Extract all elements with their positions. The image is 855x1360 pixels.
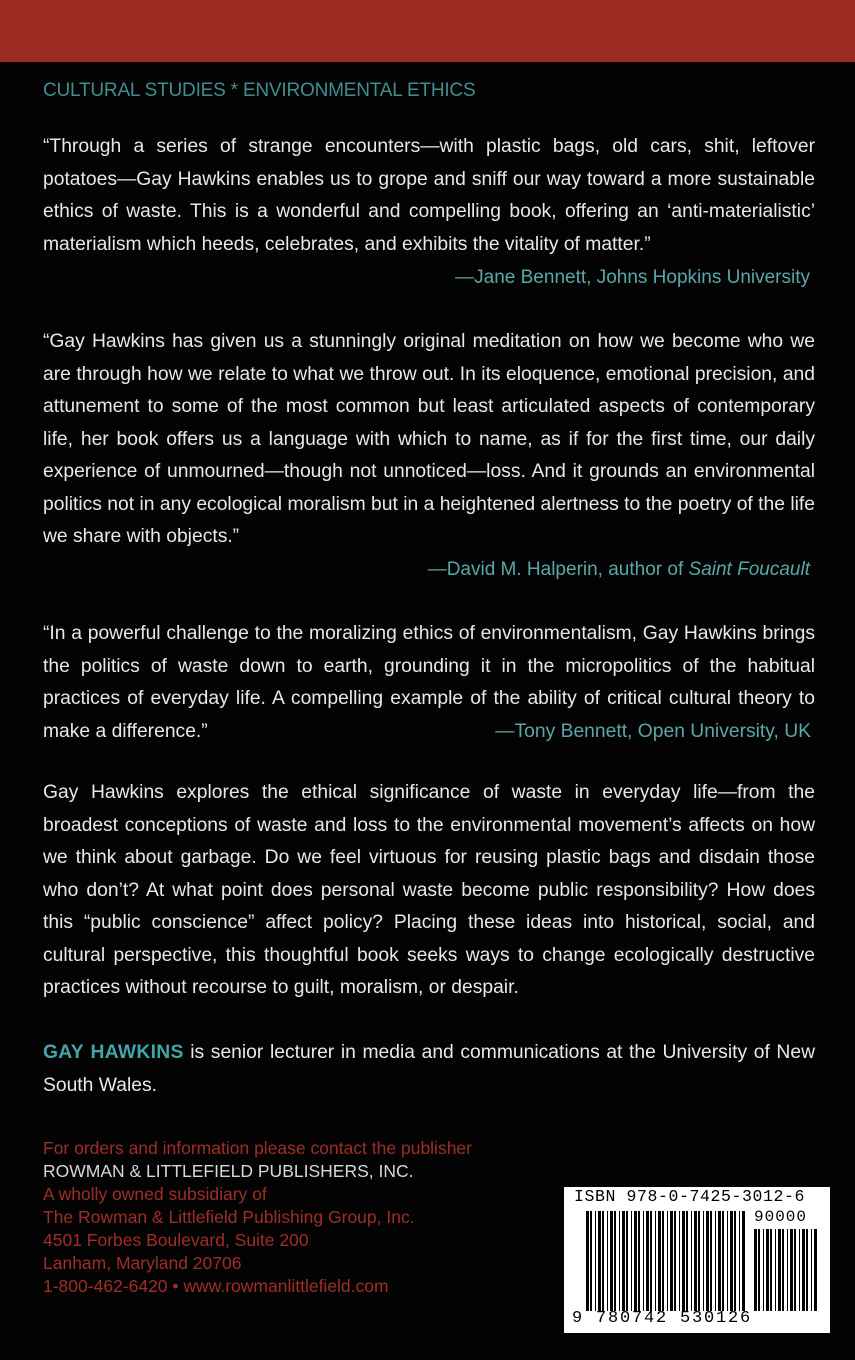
barcode-bar [775, 1229, 776, 1311]
blurb-quote [43, 618, 815, 748]
barcode-bar [794, 1229, 796, 1311]
quote-text: “In a powerful challenge to the moralizing ethics of environmentalism, Gay Hawkins brings the politics of waste down to earth, grounding it in the micropolitics of the habitual practices of everyday life. A compelling example of the ability of critical cultural theory to make a difference.” [43, 623, 815, 742]
barcode-bar [715, 1211, 716, 1311]
publisher-contact: For orders and information please contact the publisher [43, 1138, 472, 1158]
author-bio-text: is senior lecturer in media and communications at the University of New South Wales. [43, 1042, 815, 1096]
author-name: GAY HAWKINS [43, 1042, 184, 1063]
blurb-quote: “Through a series of strange encounters—with plastic bags, old cars, shit, leftover potatoes—Gay Hawkins enables us to grope and sniff our way toward a more sustainable ethics of waste. This is a wonderful and compelling book, offering an ‘anti-materialistic’ materialism which heeds, celebrates, and exhibits the vitality of matter.” [43, 136, 815, 255]
price-code-label: 90000 [754, 1208, 808, 1226]
barcode-bar [650, 1211, 652, 1311]
barcode-bar [667, 1211, 668, 1311]
barcode-bar [598, 1211, 601, 1311]
ean-number: 9 780742 530126 [572, 1309, 753, 1328]
barcode-bar [730, 1211, 733, 1311]
barcode-bar [763, 1229, 764, 1311]
barcode-bar [694, 1211, 697, 1311]
barcode-bar [670, 1211, 673, 1311]
barcode-bar [698, 1211, 700, 1311]
blurb-attribution: —Tony Bennett, Open University, UK [495, 720, 811, 742]
barcode-bar [686, 1211, 688, 1311]
barcode-bar [610, 1211, 613, 1311]
publisher-name: ROWMAN & LITTLEFIELD PUBLISHERS, INC. [43, 1161, 414, 1181]
barcode-bar [634, 1211, 637, 1311]
barcode-bar [590, 1211, 592, 1311]
isbn-barcode [564, 1187, 830, 1333]
barcode-bar [674, 1211, 676, 1311]
barcode-bar [631, 1211, 632, 1311]
publisher-line: The Rowman & Littlefield Publishing Group, Inc. [43, 1207, 415, 1227]
barcode-bar [722, 1211, 724, 1311]
blurb-attribution [428, 559, 810, 581]
barcode-bar [758, 1229, 760, 1311]
barcode-bar [595, 1211, 596, 1311]
addon-barcode-bars-icon [754, 1229, 820, 1311]
barcode-bar [658, 1211, 661, 1311]
blurb-quote: “Gay Hawkins has given us a stunningly original meditation on how we become who we are through how we relate to what we throw out. In its eloquence, emotional precision, and attunement to some of the most common but least articulated aspects of contemporary life, her book offers us a language with which to name, as if for the first time, our daily experience of unmourned—though not unnoticed—loss. And it grounds an environmental politics not in any ecological moralism but in a heightened alertness to the poetry of the life we share with objects.” [43, 331, 815, 547]
publisher-info [43, 1137, 472, 1298]
barcode-bar [727, 1211, 728, 1311]
barcode-bars-icon [586, 1211, 746, 1311]
publisher-line: A wholly owned subsidiary of [43, 1184, 267, 1204]
attribution-text: —David M. Halperin, author of [427, 559, 689, 580]
isbn-label: ISBN 978-0-7425-3012-6 [574, 1187, 806, 1206]
category-label: CULTURAL STUDIES * ENVIRONMENTAL ETHICS [43, 80, 476, 101]
barcode-bar [754, 1229, 757, 1311]
barcode-bar [766, 1229, 769, 1311]
top-color-band [0, 0, 855, 62]
barcode-bar [742, 1211, 745, 1311]
barcode-bar [607, 1211, 608, 1311]
barcode-bar [586, 1211, 589, 1311]
barcode-bar [706, 1211, 709, 1311]
publisher-line: 1-800-462-6420 • www.rowmanlittlefield.com [43, 1276, 389, 1296]
barcode-bar [614, 1211, 616, 1311]
attribution-book-title: Saint Foucault [688, 559, 810, 580]
barcode-bar [662, 1211, 664, 1311]
barcode-bar [802, 1229, 805, 1311]
barcode-bar [799, 1229, 800, 1311]
barcode-bar [703, 1211, 704, 1311]
publisher-line: 4501 Forbes Boulevard, Suite 200 [43, 1230, 309, 1250]
barcode-bar [646, 1211, 649, 1311]
barcode-bar [787, 1229, 788, 1311]
barcode-bar [622, 1211, 625, 1311]
barcode-bar [718, 1211, 721, 1311]
barcode-bar [643, 1211, 644, 1311]
book-description: Gay Hawkins explores the ethical significance of waste in everyday life—from the broadest conceptions of waste and loss to the environmental movement’s affects on how we think about garbage. Do we feel virtuous for reusing plastic bags and disdain those who don’t? At what point does personal waste become public responsibility? How does this “public conscience” affect policy? Placing these ideas into historical, social, and cultural perspective, this thoughtful book seeks ways to change ecologically destructive practices without recourse to guilt, moralism, or despair. [43, 782, 815, 998]
barcode-bar [655, 1211, 656, 1311]
barcode-bar [770, 1229, 772, 1311]
barcode-bar [710, 1211, 712, 1311]
barcode-bar [811, 1229, 812, 1311]
barcode-bar [739, 1211, 740, 1311]
barcode-bar [619, 1211, 620, 1311]
blurb-attribution: —Jane Bennett, Johns Hopkins University [455, 267, 810, 288]
barcode-bar [679, 1211, 680, 1311]
barcode-bar [782, 1229, 784, 1311]
barcode-bar [682, 1211, 685, 1311]
barcode-bar [602, 1211, 604, 1311]
barcode-bar [691, 1211, 692, 1311]
barcode-bar [790, 1229, 793, 1311]
author-bio [43, 1037, 815, 1102]
barcode-bar [626, 1211, 628, 1311]
barcode-bar [814, 1229, 817, 1311]
barcode-bar [734, 1211, 736, 1311]
publisher-line: Lanham, Maryland 20706 [43, 1253, 242, 1273]
barcode-bar [806, 1229, 808, 1311]
barcode-bar [638, 1211, 640, 1311]
barcode-bar [778, 1229, 781, 1311]
